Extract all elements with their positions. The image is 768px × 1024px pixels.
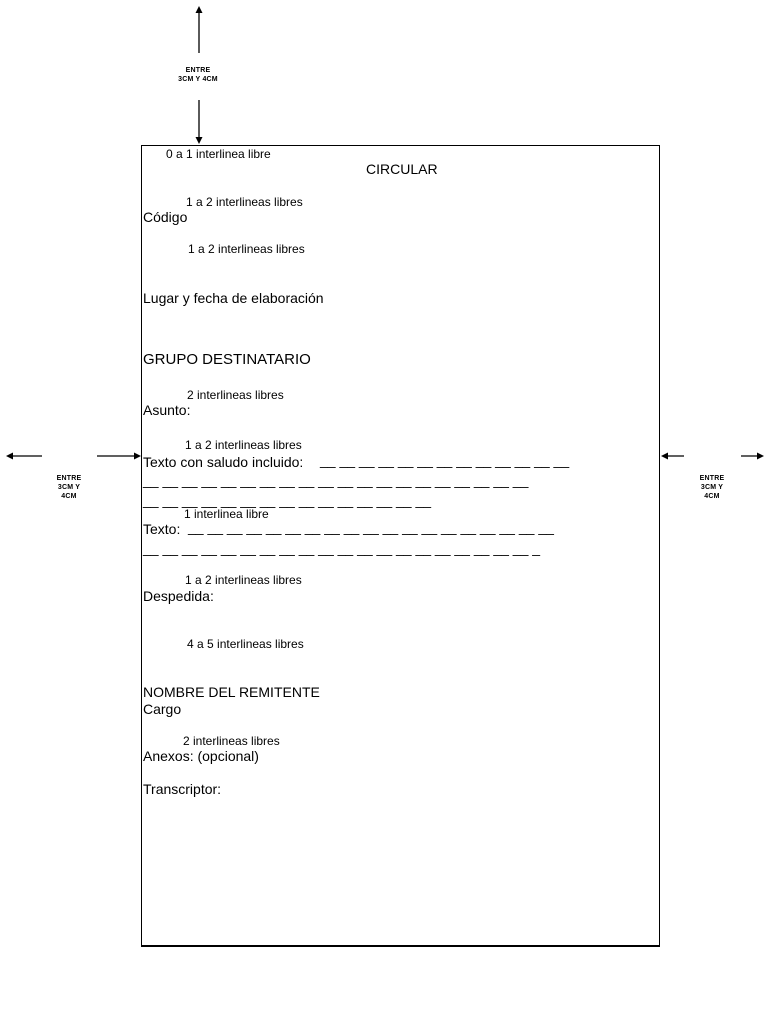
- before-text-note: 1 interlinea libre: [184, 507, 269, 521]
- top-margin-note: ENTRE 3CM Y 4CM: [178, 67, 218, 83]
- text-label: Texto:: [143, 521, 181, 537]
- before-farewell-note: 1 a 2 interlineas libres: [185, 573, 302, 587]
- left-margin-note: ENTRE 3CM Y 4CM: [56, 475, 82, 500]
- sender-name: NOMBRE DEL REMITENTE: [143, 684, 320, 700]
- farewell-label: Despedida:: [143, 588, 214, 604]
- greeting-dashes-line-3: __ __ __ __ __ __ __ __ __ __ __ __ __ __ __: [143, 492, 432, 508]
- before-greeting-note: 1 a 2 interlineas libres: [185, 438, 302, 452]
- code-label: Código: [143, 209, 188, 225]
- document-title: CIRCULAR: [366, 161, 438, 177]
- greeting-text-label: Texto con saludo incluido:: [143, 454, 304, 470]
- position-label: Cargo: [143, 701, 182, 717]
- after-code-note: 1 a 2 interlineas libres: [188, 242, 305, 256]
- after-title-note: 1 a 2 interlineas libres: [186, 195, 303, 209]
- before-annexes-note: 2 interlineas libres: [183, 734, 280, 748]
- transcriber-label: Transcriptor:: [143, 781, 222, 797]
- subject-label: Asunto:: [143, 402, 191, 418]
- annexes-label: Anexos: (opcional): [143, 748, 259, 764]
- recipient-group: GRUPO DESTINATARIO: [143, 351, 311, 368]
- text-dashes-line-2: __ __ __ __ __ __ __ __ __ __ __ __ __ __ __ __ __ __ __ __ _: [143, 540, 541, 556]
- text-dashes-line-1: __ __ __ __ __ __ __ __ __ __ __ __ __ __ __ __ __ __ __: [188, 519, 554, 535]
- top-free-note: 0 a 1 interlinea libre: [166, 147, 271, 161]
- greeting-dashes-line-2: __ __ __ __ __ __ __ __ __ __ __ __ __ __ __ __ __ __ __ __: [143, 472, 529, 488]
- before-subject-note: 2 interlineas libres: [187, 388, 284, 402]
- place-date-label: Lugar y fecha de elaboración: [143, 290, 324, 306]
- after-farewell-note: 4 a 5 interlineas libres: [187, 637, 304, 651]
- right-margin-note: ENTRE 3CM Y 4CM: [699, 475, 725, 500]
- greeting-dashes-line-1: __ __ __ __ __ __ __ __ __ __ __ __ __: [320, 452, 570, 468]
